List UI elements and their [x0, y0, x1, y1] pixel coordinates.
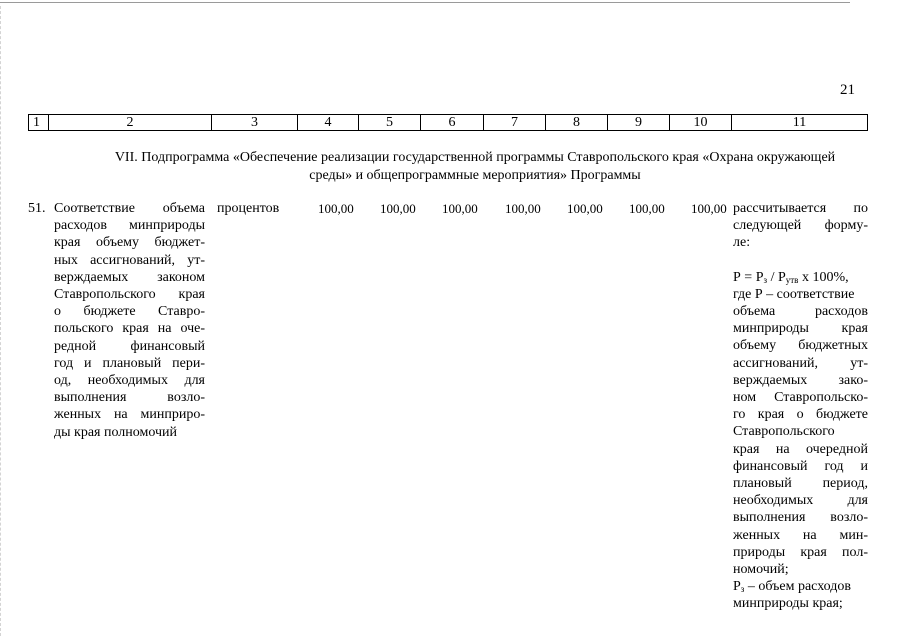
method-line: объему бюджетных: [733, 338, 868, 354]
method-line: номочий;: [733, 562, 789, 578]
method-line: необходимых для: [733, 493, 868, 509]
method-line: финансовый год и: [733, 458, 868, 474]
page-number: 21: [840, 82, 855, 98]
indicator-name-line: о бюджете Ставро-: [54, 304, 205, 320]
unit-of-measure: процентов: [217, 201, 280, 216]
page-top-rule: [0, 2, 850, 3]
indicator-name-line: выполнения возло-: [54, 390, 205, 406]
column-number-cell: 6: [421, 115, 484, 131]
method-line: женных на мин-: [733, 527, 868, 543]
method-line: ассигнований, ут-: [733, 355, 868, 371]
method-line: ле:: [733, 235, 751, 251]
method-line: объема расходов: [733, 304, 868, 320]
method-line: где Р – соответствие: [733, 286, 855, 302]
indicator-value: 100,00: [691, 201, 727, 216]
column-number-cell: 2: [49, 115, 212, 131]
column-number-cell: 4: [298, 115, 359, 131]
method-line: минприроды края;: [733, 596, 843, 612]
row-number: 51.: [28, 201, 46, 216]
indicator-value: 100,00: [442, 201, 478, 216]
method-line: верждаемых зако-: [733, 372, 868, 388]
method-line: следующей форму-: [733, 218, 868, 234]
indicator-name-line: год и плановый пери-: [54, 355, 205, 371]
indicator-name-line: Соответствие объема: [54, 201, 205, 216]
formula: $Р = Р_з / Р_{утв}$ х 100%,: [733, 269, 849, 285]
column-number-cell: 5: [359, 115, 421, 131]
section-title-line: VII. Подпрограмма «Обеспечение реализации государственной программы Ставропольского края «Охрана окружающей: [114, 150, 836, 165]
column-number-cell: 8: [546, 115, 608, 131]
method-line: плановый период,: [733, 476, 868, 492]
column-number-cell: 1: [29, 115, 49, 131]
method-line: природы края пол-: [733, 544, 868, 560]
pz-definition: $Р_з$ – объем расходов: [733, 579, 851, 595]
column-number-row: [28, 114, 868, 131]
indicator-name-line: расходов минприроды: [54, 218, 205, 234]
indicator-name-line: ных ассигнований, ут-: [54, 252, 205, 268]
section-title: [60, 149, 890, 185]
indicator-value: 100,00: [567, 201, 603, 216]
indicator-value: 100,00: [629, 201, 665, 216]
method-spacer: [733, 252, 868, 269]
indicator-value: 100,00: [318, 201, 354, 216]
column-number-cell: 3: [212, 115, 298, 131]
column-number-cell: 11: [732, 115, 868, 131]
column-number-cell: 9: [608, 115, 670, 131]
method-line: го края о бюджете: [733, 407, 868, 423]
indicator-value: 100,00: [505, 201, 541, 216]
indicator-name-line: женных на минприро-: [54, 407, 205, 423]
indicator-name-line: верждаемых законом: [54, 269, 205, 285]
method-line: рассчитывается по: [733, 201, 868, 216]
calculation-method: [733, 200, 868, 613]
indicator-name-line: края объему бюджет-: [54, 235, 205, 251]
method-line: выполнения возло-: [733, 510, 868, 526]
method-line: минприроды края: [733, 321, 868, 337]
indicator-name-line: Ставропольского края: [54, 287, 205, 303]
indicator-name-line: польского края на оче-: [54, 321, 205, 337]
indicator-name-line: од, необходимых для: [54, 373, 205, 389]
indicator-value: 100,00: [380, 201, 416, 216]
column-number-cell: 7: [484, 115, 546, 131]
indicator-name: [54, 200, 205, 441]
column-number-cell: 10: [670, 115, 732, 131]
method-line: Ставропольского: [733, 424, 835, 440]
indicator-name-line: ды края полномочий: [54, 424, 178, 440]
method-line: ном Ставропольско-: [733, 390, 868, 406]
page-left-edge: [0, 6, 1, 636]
indicator-name-line: редной финансовый: [54, 338, 205, 354]
section-title-line: среды» и общепрограммные мероприятия» Программы: [309, 168, 641, 183]
method-line: края на очередной: [733, 441, 868, 457]
